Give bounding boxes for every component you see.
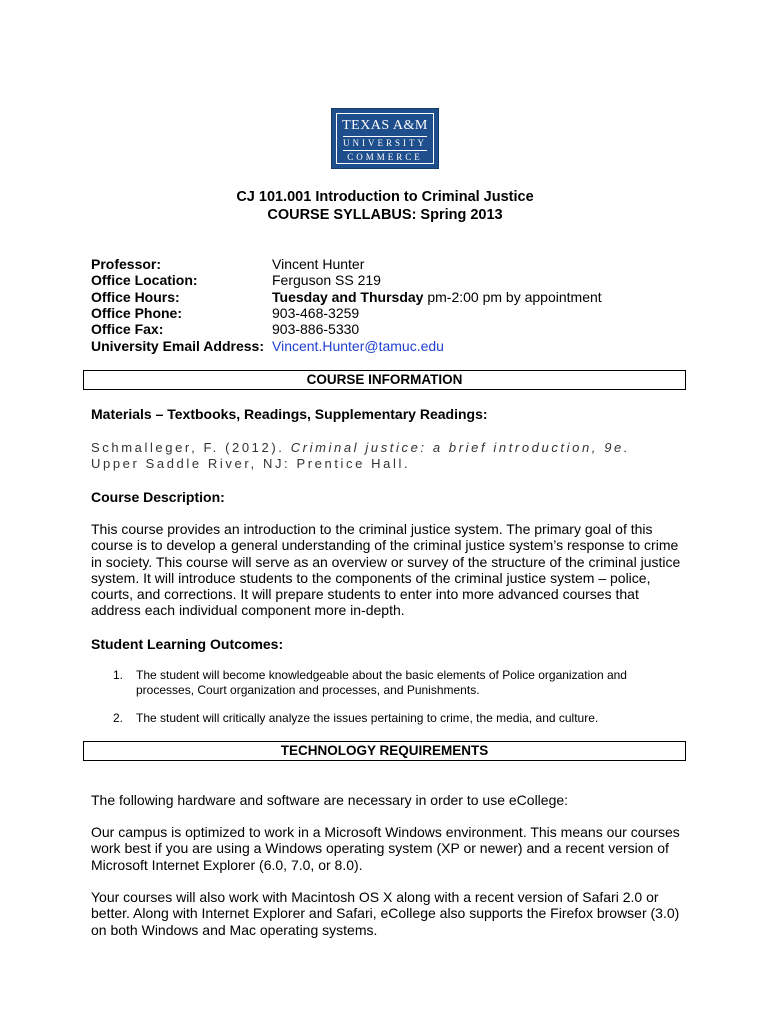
course-description <box>91 521 691 619</box>
tech-line: Microsoft Internet Explorer (6.0, 7.0, or 8.0). <box>91 856 363 873</box>
outcome-item <box>136 711 676 726</box>
tech-line: Your courses will also work with Macintosh OS X along with a recent version of Safari 2.0 or <box>91 889 659 905</box>
citation-author: Schmalleger, F. (2012). <box>91 440 291 455</box>
tech-line: Our campus is optimized to work in a Microsoft Windows environment. This means our courses <box>91 824 680 840</box>
email-link[interactable]: Vincent.Hunter@tamuc.edu <box>272 338 444 354</box>
office-fax-value: 903-886-5330 <box>272 321 360 337</box>
tech-line: on both Windows and Mac operating systems. <box>91 921 378 938</box>
description-line: system. It will introduce students to the components of the criminal justice system – police, <box>91 569 651 586</box>
outcome-line: The student will become knowledgeable about the basic elements of Police organization and <box>136 668 627 682</box>
description-line: course is to develop a general understanding of the criminal justice system’s response to crime <box>91 537 679 554</box>
citation-line-1 <box>91 440 630 455</box>
materials-heading: Materials – Textbooks, Readings, Supplementary Readings: <box>91 406 488 422</box>
tech-line: work best if you are using a Windows operating system (XP or newer) and a recent version of <box>91 840 669 857</box>
office-hours-value <box>272 289 602 305</box>
course-subtitle: COURSE SYLLABUS: Spring 2013 <box>267 207 503 223</box>
professor-label: Professor: <box>91 256 162 272</box>
tech-paragraph-1 <box>91 824 691 873</box>
learning-outcomes-heading: Student Learning Outcomes: <box>91 636 284 652</box>
logo-line-2: UNIVERSITY <box>343 138 427 148</box>
office-fax-label: Office Fax: <box>91 321 164 337</box>
citation-title: Criminal justice: a brief introduction, 9e. <box>290 440 631 455</box>
office-hours-time: pm-2:00 pm by appointment <box>423 289 602 305</box>
logo-line-3: COMMERCE <box>347 152 423 162</box>
citation-publisher: Upper Saddle River, NJ: Prentice Hall. <box>91 456 411 471</box>
tech-line: better. Along with Internet Explorer and Safari, eCollege also supports the Firefox browser (3.0) <box>91 905 680 922</box>
description-line: address each individual component more in-depth. <box>91 602 405 619</box>
office-location-value: Ferguson SS 219 <box>272 272 381 288</box>
tech-paragraph-2 <box>91 889 691 938</box>
course-description-heading: Course Description: <box>91 489 225 505</box>
outcome-number: 2. <box>113 711 124 725</box>
logo-border <box>336 113 434 164</box>
office-hours-days: Tuesday and Thursday <box>272 289 424 305</box>
email-label: University Email Address: <box>91 338 264 354</box>
outcome-line: processes, Court organization and processes, and Punishments. <box>136 683 480 697</box>
technology-requirements-header: TECHNOLOGY REQUIREMENTS <box>83 741 686 761</box>
logo-line-1: TEXAS A&M <box>342 118 428 133</box>
office-phone-value: 903-468-3259 <box>272 305 360 321</box>
professor-value: Vincent Hunter <box>272 256 365 272</box>
logo-rule <box>343 136 427 137</box>
description-line: This course provides an introduction to the criminal justice system. The primary goal of this <box>91 521 653 537</box>
outcome-number: 1. <box>113 668 124 682</box>
outcome-item <box>136 668 676 698</box>
description-line: courts, and corrections. It will prepare students to enter into more advanced courses that <box>91 586 639 603</box>
office-hours-label: Office Hours: <box>91 289 180 305</box>
description-line: in society. This course will serve as an overview or survey of the structure of the criminal justice <box>91 553 681 570</box>
outcome-line: The student will critically analyze the issues pertaining to crime, the media, and culture. <box>136 711 599 725</box>
tech-intro: The following hardware and software are necessary in order to use eCollege: <box>91 792 569 808</box>
logo-rule <box>343 150 427 151</box>
office-location-label: Office Location: <box>91 272 198 288</box>
course-title: CJ 101.001 Introduction to Criminal Justice <box>236 189 534 205</box>
university-logo <box>331 108 439 169</box>
course-information-header: COURSE INFORMATION <box>83 370 686 390</box>
office-phone-label: Office Phone: <box>91 305 183 321</box>
